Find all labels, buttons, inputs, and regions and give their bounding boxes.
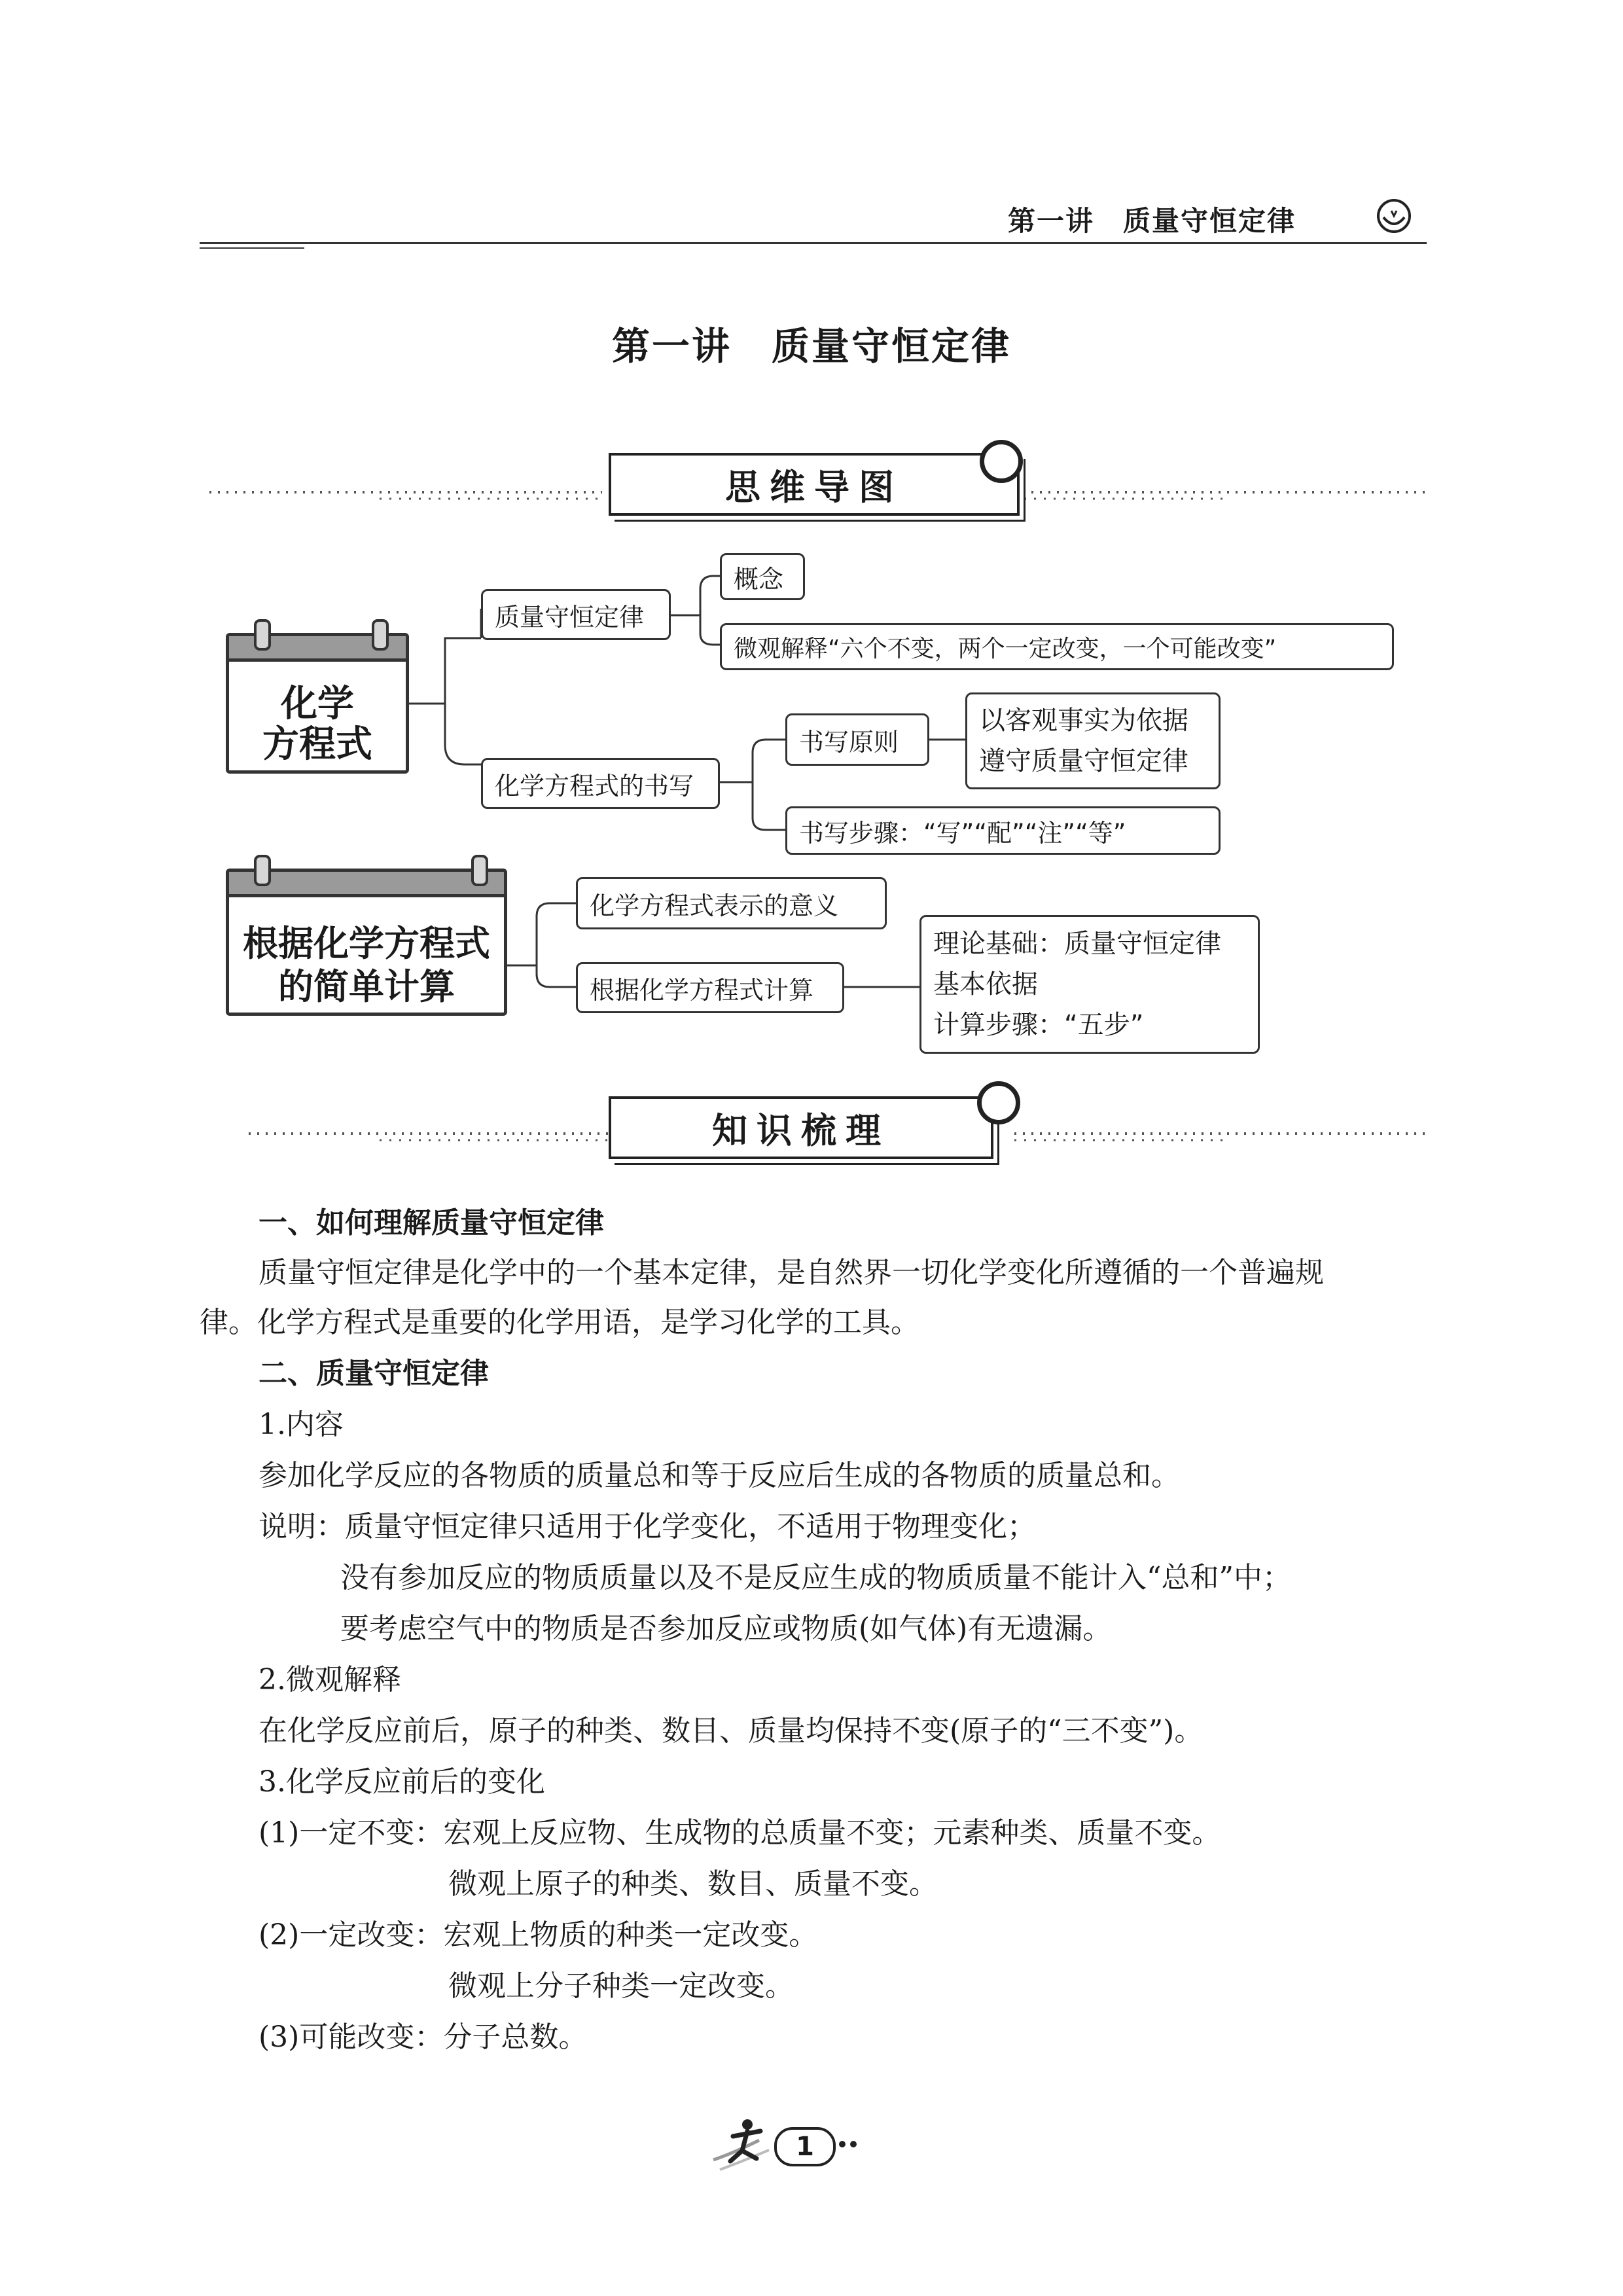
footer-dots (838, 2139, 864, 2149)
node-principle-items (965, 692, 1221, 789)
calc-item: 基本依据 (933, 969, 1038, 999)
node-equation-meaning: 化学方程式表示的意义 (576, 877, 887, 929)
center1-line2: 方程式 (262, 723, 372, 766)
calc-item: 计算步骤：“五步” (933, 1010, 1144, 1040)
paragraph-line: 质量守恒定律是化学中的一个基本定律，是自然界一切化学变化所遵循的一个普遍规 (259, 1256, 1324, 1289)
subheading-content: 1.内容 (259, 1408, 344, 1441)
note-line: 说明：质量守恒定律只适用于化学变化，不适用于物理变化； (259, 1510, 1036, 1543)
runner-icon (707, 2114, 779, 2176)
node-concept: 概念 (720, 553, 805, 600)
note-line: 没有参加反应的物质质量以及不是反应生成的物质质量不能计入“总和”中； (340, 1561, 1291, 1594)
node-writing-steps: 书写步骤：“写”“配”“注”“等” (785, 806, 1221, 855)
change-line: (2)一定改变：宏观上物质的种类一定改变。 (259, 1918, 818, 1952)
principle-item: 以客观事实为依据 (979, 706, 1188, 736)
change-line: 微观上原子的种类、数目、质量不变。 (448, 1867, 938, 1901)
paragraph-line: 律。化学方程式是重要的化学用语，是学习化学的工具。 (200, 1306, 919, 1339)
mindmap-center-simple-calculation (226, 869, 507, 1016)
principle-item: 遵守质量守恒定律 (979, 746, 1188, 776)
node-micro-explanation: 微观解释“六个不变，两个一定改变，一个可能改变” (720, 623, 1394, 670)
heading-mass-conservation: 二、质量守恒定律 (259, 1357, 489, 1390)
mindmap-center-chemical-equation (226, 633, 409, 774)
node-calculation-items (919, 915, 1260, 1054)
running-header: 第一讲 质量守恒定律 (1008, 205, 1296, 237)
node-mass-conservation: 质量守恒定律 (481, 589, 671, 640)
center2-line1: 根据化学方程式 (243, 923, 490, 964)
subheading-micro: 2.微观解释 (259, 1663, 401, 1696)
paragraph-line: 在化学反应前后，原子的种类、数目、质量均保持不变(原子的“三不变”)。 (259, 1714, 1204, 1748)
section-banner-knowledge: 知识梳理 (609, 1096, 993, 1159)
page-number: 1 (774, 2127, 836, 2166)
paragraph-line: 参加化学反应的各物质的质量总和等于反应后生成的各物质的质量总和。 (259, 1459, 1180, 1492)
node-calculation: 根据化学方程式计算 (576, 962, 844, 1013)
banner-circle-icon (977, 1081, 1020, 1124)
change-line: (1)一定不变：宏观上反应物、生成物的总质量不变；元素种类、质量不变。 (259, 1816, 1221, 1850)
calc-item: 理论基础：质量守恒定律 (933, 929, 1221, 959)
lecture-title: 第一讲 质量守恒定律 (611, 324, 1011, 368)
section-banner-mindmap: 思维导图 (609, 453, 1020, 516)
heading-understand-law: 一、如何理解质量守恒定律 (259, 1206, 604, 1240)
change-line: 微观上分子种类一定改变。 (448, 1969, 794, 2003)
subheading-changes: 3.化学反应前后的变化 (259, 1765, 545, 1799)
note-line: 要考虑空气中的物质是否参加反应或物质(如气体)有无遗漏。 (340, 1612, 1112, 1645)
node-writing-equations: 化学方程式的书写 (481, 758, 720, 809)
change-line: (3)可能改变：分子总数。 (259, 2020, 588, 2054)
node-writing-principle: 书写原则 (785, 713, 929, 766)
center2-line2: 的简单计算 (278, 966, 455, 1007)
center1-line1: 化学 (281, 683, 354, 725)
